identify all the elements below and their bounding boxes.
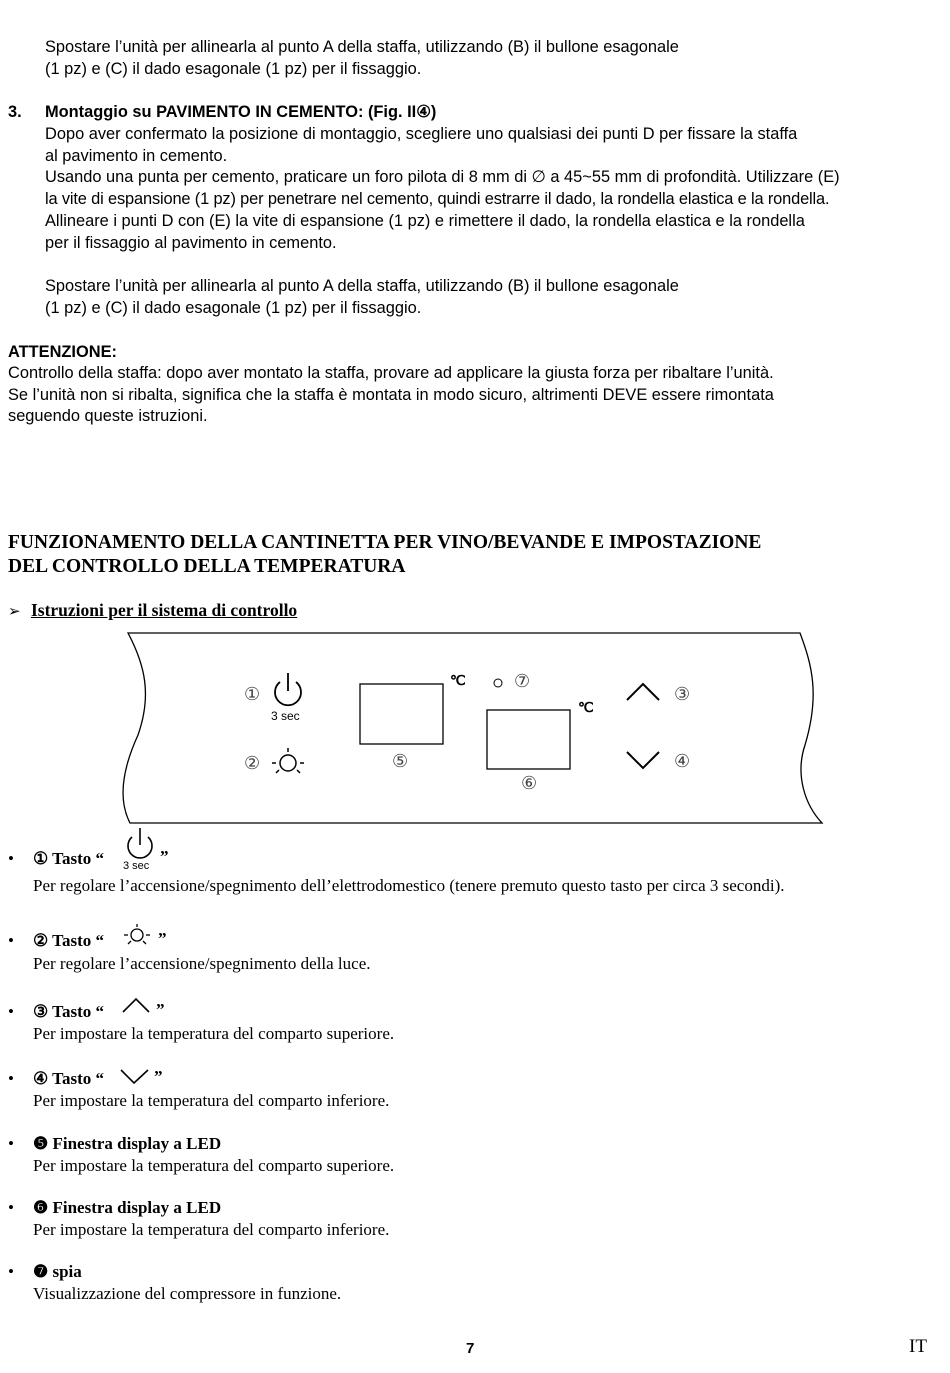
led-display-lower [487, 710, 570, 769]
item-description: Per impostare la temperatura del comparto superiore. [33, 1024, 395, 1043]
list-item [0, 1133, 940, 1179]
text-line: Spostare l’unità per allinearla al punto A della staffa, utilizzando (B) il bullone esagonale [45, 38, 679, 56]
bullet: • [8, 1069, 14, 1088]
list-item [0, 930, 940, 976]
light-bulb-icon [272, 748, 304, 773]
panel-label-6: ⑥ [521, 773, 538, 793]
item-title: ① Tasto “ [33, 849, 104, 868]
section-3-number: 3. [8, 103, 22, 121]
section-3-body [45, 124, 840, 254]
text-line: Allineare i punti D con (E) la vite di espansione (1 pz) e rimettere il dado, la rondella elastica e la rondella [45, 211, 805, 230]
led-display-upper [360, 684, 443, 744]
section-3-title: Montaggio su PAVIMENTO IN CEMENTO: (Fig. II④) [45, 103, 437, 121]
warning-body [8, 363, 774, 428]
text-line: Usando una punta per cemento, praticare un foro pilota di 8 mm di ∅ a 45~55 mm di profondità. Utilizzare (E) [45, 168, 840, 187]
panel-label-4: ④ [674, 751, 691, 771]
panel-label-7: ⑦ [514, 671, 531, 691]
warning-title: ATTENZIONE: [8, 343, 117, 361]
page-number: 7 [466, 1340, 475, 1357]
subheading-text: Istruzioni per il sistema di controllo [30, 600, 298, 620]
bullet: • [8, 1262, 14, 1281]
arrow-bullet-icon: ➢ [8, 602, 21, 620]
power-icon [122, 828, 158, 860]
text-line: Spostare l’unità per allinearla al punto A della staffa, utilizzando (B) il bullone esagonale [45, 277, 679, 295]
power-caption: 3 sec [123, 860, 150, 872]
list-item [0, 848, 940, 898]
item-title: ④ Tasto “ [33, 1069, 104, 1088]
control-panel-figure [0, 625, 950, 830]
item-title: ❼ spia [33, 1262, 82, 1281]
list-item [0, 1001, 940, 1047]
heading-line: DEL CONTROLLO DELLA TEMPERATURA [8, 556, 406, 577]
power-caption: 3 sec [271, 709, 300, 723]
item-title: ❻ Finestra display a LED [33, 1198, 222, 1217]
chevron-up-icon [121, 997, 153, 1017]
text-line: (1 pz) e (C) il dado esagonale (1 pz) per il fissaggio. [45, 298, 422, 317]
heading-line: FUNZIONAMENTO DELLA CANTINETTA PER VINO/BEVANDE E IMPOSTAZIONE [8, 532, 762, 553]
chevron-down-icon [118, 1066, 152, 1086]
item-description: Per impostare la temperatura del comparto inferiore. [33, 1091, 390, 1110]
panel-label-5: ⑤ [392, 751, 409, 771]
text-line: seguendo queste istruzioni. [8, 407, 208, 426]
language-code: IT [909, 1336, 927, 1357]
item-title-end: ” [158, 929, 167, 948]
text-line: (1 pz) e (C) il dado esagonale (1 pz) per il fissaggio. [45, 59, 422, 78]
panel-label-3: ③ [674, 684, 691, 704]
text-line: per il fissaggio al pavimento in cemento. [45, 233, 337, 252]
text-line: Controllo della staffa: dopo aver montato la staffa, provare ad applicare la giusta forza per ribaltare l’unità. [8, 364, 774, 382]
item-title: ② Tasto “ [33, 931, 104, 950]
unit-lower: ℃ [578, 699, 594, 715]
list-item [0, 1261, 940, 1307]
bullet: • [8, 931, 14, 950]
bullet: • [8, 1002, 14, 1021]
main-heading [8, 531, 761, 579]
list-item [0, 1197, 940, 1243]
indicator-light [494, 679, 502, 687]
panel-label-1: ① [244, 684, 261, 704]
item-title: ③ Tasto “ [33, 1002, 104, 1021]
item-description: Per impostare la temperatura del comparto superiore. [33, 1156, 395, 1175]
text-line: Dopo aver confermato la posizione di montaggio, scegliere uno qualsiasi dei punti D per fissare la staffa [45, 125, 798, 143]
item-title-end: ” [160, 847, 169, 866]
unit-upper: ℃ [450, 672, 466, 688]
power-icon [275, 673, 301, 705]
item-description: Per regolare l’accensione/spegnimento dell’elettrodomestico (tenere premuto questo tasto per circa 3 secondi). [33, 876, 785, 895]
subheading [8, 599, 297, 622]
panel-label-2: ② [244, 753, 261, 773]
bullet: • [8, 1134, 14, 1153]
panel-outline [0, 625, 950, 830]
item-title: ❺ Finestra display a LED [33, 1134, 222, 1153]
item-title-end: ” [156, 1000, 165, 1019]
text-line: al pavimento in cemento. [45, 146, 228, 165]
item-description: Visualizzazione del compressore in funzione. [33, 1284, 342, 1303]
item-description: Per regolare l’accensione/spegnimento della luce. [33, 954, 371, 973]
list-item [0, 1068, 940, 1114]
chevron-up-icon [627, 684, 659, 700]
item-description: Per impostare la temperatura del comparto inferiore. [33, 1220, 390, 1239]
light-bulb-icon [120, 922, 154, 950]
section-3-repeat [45, 276, 679, 319]
bullet: • [8, 849, 14, 868]
intro-paragraph [45, 37, 679, 80]
text-line: Se l’unità non si ribalta, significa che la staffa è montata in modo sicuro, altrimenti DEVE essere rimontata [8, 385, 774, 404]
chevron-down-icon [627, 752, 659, 768]
text-line: la vite di espansione (1 pz) per penetrare nel cemento, quindi estrarre il dado, la rondella elastica e la rondella. [45, 190, 830, 209]
item-title-end: ” [154, 1067, 163, 1086]
bullet: • [8, 1198, 14, 1217]
